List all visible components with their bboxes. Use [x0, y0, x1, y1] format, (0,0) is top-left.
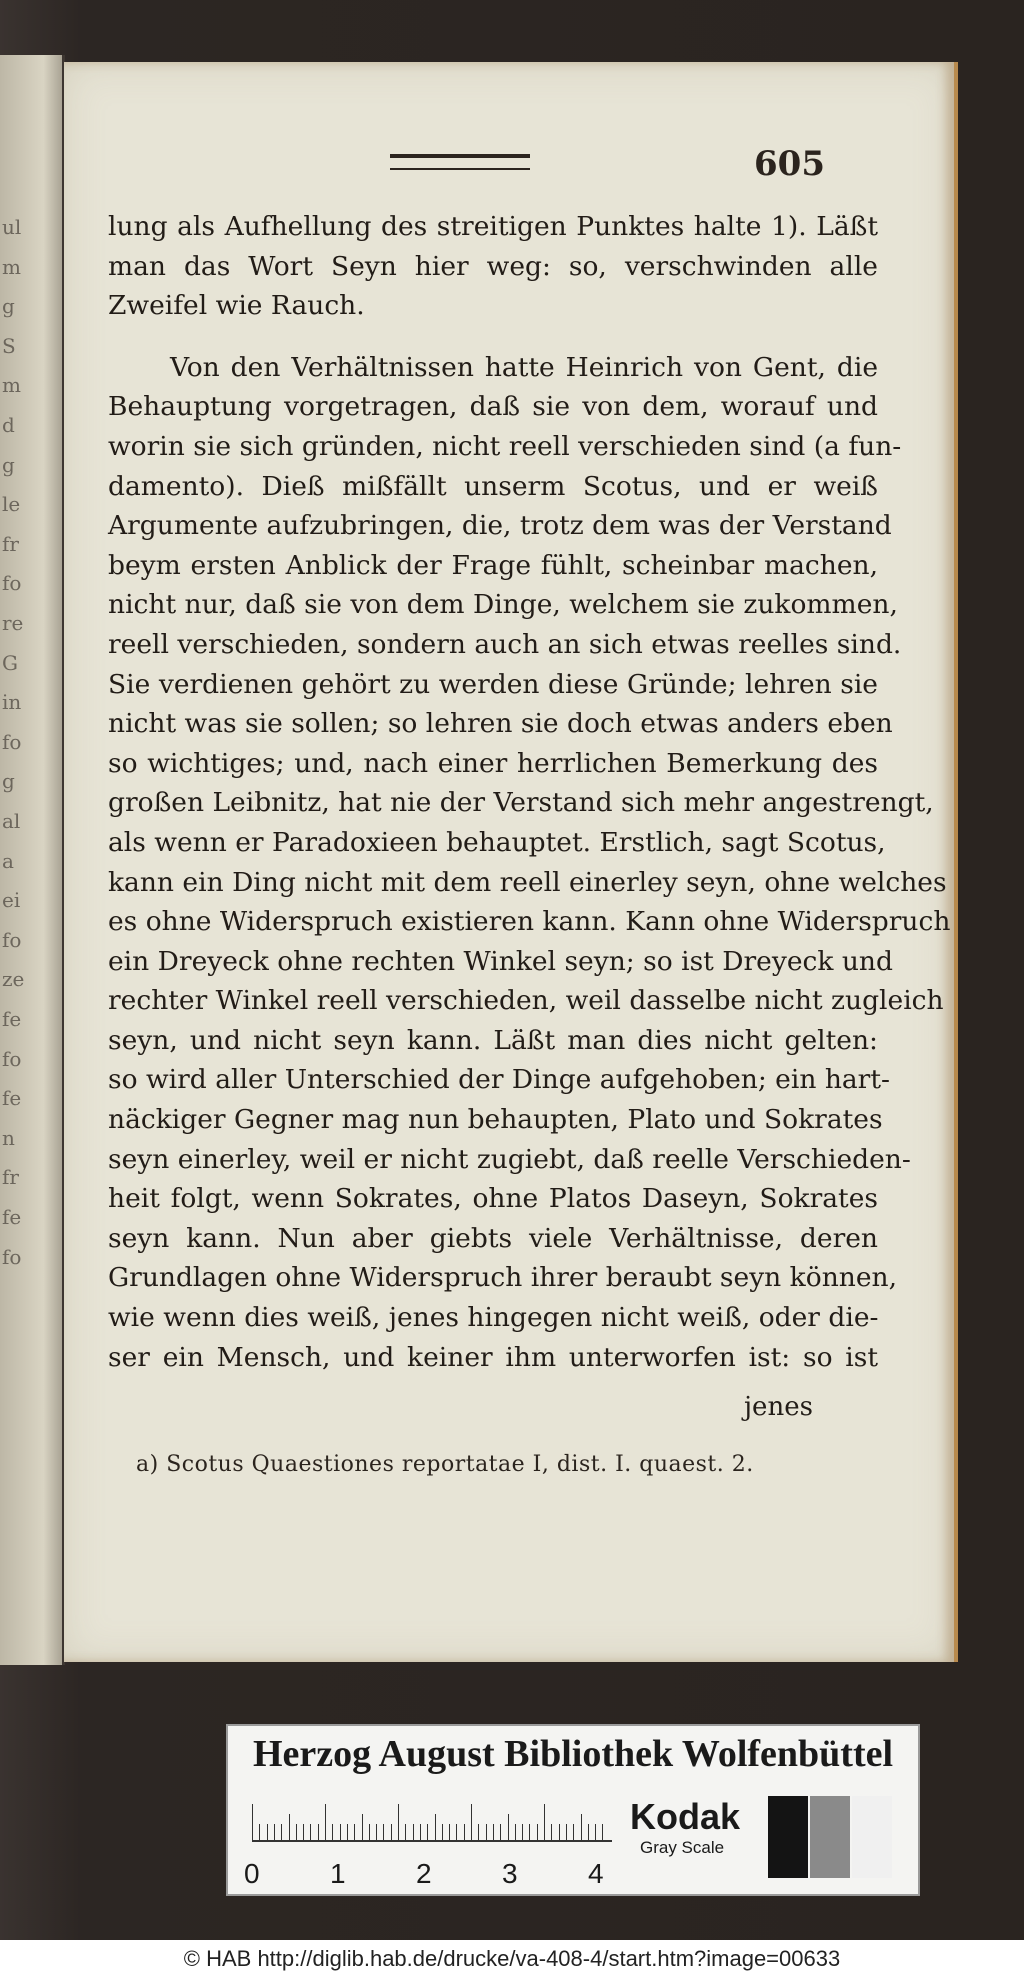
text-line: Grundlagen ohne Widerspruch ihrer beraubt seyn können, — [108, 1262, 897, 1294]
ruler-tick — [325, 1804, 326, 1840]
book-page — [64, 62, 958, 1662]
scale-ruler — [252, 1804, 612, 1842]
ruler-number: 4 — [588, 1858, 604, 1889]
text-line: reell verschieden, sondern auch an sich etwas reelles sind. — [108, 628, 902, 660]
left-page-fragment: fo — [2, 571, 22, 596]
ruler-tick — [559, 1824, 560, 1840]
ruler-number: 1 — [330, 1858, 346, 1889]
text-line: seyn kann. Nun aber giebts viele Verhältnisse, deren — [108, 1222, 878, 1254]
left-page-fragment: g — [2, 452, 15, 477]
text-line: Argumente aufzubringen, die, trotz dem was der Verstand — [108, 510, 892, 542]
body-text — [108, 207, 951, 1377]
ruler-tick — [602, 1824, 603, 1840]
left-page-fragment: d — [2, 413, 15, 437]
footer-bar — [0, 1940, 1024, 1980]
copyright-link[interactable]: © HAB http://diglib.hab.de/drucke/va-408-4/start.htm?image=00633 — [183, 1946, 841, 1971]
ruler-tick — [383, 1824, 384, 1840]
text-line: so wird aller Unterschied der Dinge aufgehoben; ein hart- — [108, 1064, 890, 1096]
ruler-tick — [442, 1824, 443, 1840]
ruler-tick — [544, 1804, 545, 1840]
ruler-tick — [267, 1824, 268, 1840]
text-line: seyn, und nicht seyn kann. Läßt man dies nicht gelten: — [108, 1024, 878, 1056]
ruler-number: 3 — [502, 1858, 518, 1889]
ruler-tick — [413, 1824, 414, 1840]
ruler-tick — [347, 1824, 348, 1840]
left-page-fragment: fe — [2, 1007, 22, 1031]
left-page-fragment: m — [2, 254, 21, 279]
left-page-fragment: g — [2, 294, 15, 319]
text-line: wie wenn dies weiß, jenes hingegen nicht weiß, oder die- — [108, 1302, 879, 1334]
left-page-fragment: fo — [2, 1046, 22, 1071]
ruler-tick — [391, 1824, 392, 1840]
text-line: es ohne Widerspruch existieren kann. Kann ohne Widerspruch — [108, 906, 951, 938]
ruler-number: 0 — [244, 1858, 260, 1889]
left-page-fragment: ze — [2, 967, 25, 992]
ruler-tick — [515, 1824, 516, 1840]
text-line: näckiger Gegner mag nun behaupten, Plato und Sokrates — [108, 1104, 883, 1136]
left-page-fragment: n — [2, 1125, 15, 1150]
left-page-fragment: fo — [2, 729, 22, 754]
ruler-tick — [573, 1824, 574, 1840]
ruler-tick — [464, 1824, 465, 1840]
left-page-fragment: g — [2, 769, 15, 794]
text-line: großen Leibnitz, hat nie der Verstand sich mehr angestrengt, — [108, 787, 934, 819]
ruler-number: 2 — [416, 1858, 432, 1889]
ruler-tick — [537, 1824, 538, 1840]
gray-swatch — [852, 1796, 892, 1878]
catchword: jenes — [744, 1392, 813, 1422]
ruler-tick — [493, 1824, 494, 1840]
left-page-fragment: fr — [2, 531, 19, 556]
ruler-tick — [486, 1824, 487, 1840]
text-line: ein Dreyeck ohne rechten Winkel seyn; so ist Dreyeck und — [108, 945, 893, 977]
ruler-tick — [362, 1814, 363, 1840]
text-line: Sie verdienen gehört zu werden diese Gründe; lehren sie — [108, 668, 878, 700]
ruler-tick — [303, 1824, 304, 1840]
ruler-tick — [508, 1814, 509, 1840]
text-line: rechter Winkel reell verschieden, weil dasselbe nicht zugleich — [108, 985, 944, 1017]
paragraph-gap — [108, 326, 878, 348]
ruler-tick — [259, 1824, 260, 1840]
ruler-tick — [478, 1824, 479, 1840]
ruler-tick — [332, 1824, 333, 1840]
ruler-tick — [471, 1804, 472, 1840]
ruler-tick — [522, 1824, 523, 1840]
ruler-tick — [500, 1824, 501, 1840]
text-line: Zweifel wie Rauch. — [108, 290, 365, 322]
ruler-tick — [281, 1824, 282, 1840]
ruler-tick — [405, 1824, 406, 1840]
left-page-fragment: G — [2, 650, 18, 675]
gray-scale-label: Gray Scale — [640, 1838, 725, 1857]
ruler-tick — [296, 1824, 297, 1840]
ruler-tick — [369, 1824, 370, 1840]
ruler-tick — [529, 1824, 530, 1840]
text-line: nicht nur, daß sie von dem Dinge, welchem sie zukommen, — [108, 589, 898, 621]
ruler-tick — [420, 1824, 421, 1840]
ruler-tick — [435, 1814, 436, 1840]
ruler-tick — [274, 1824, 275, 1840]
left-page-fragment: m — [2, 373, 21, 398]
text-line: so wichtiges; und, nach einer herrlichen Bemerkung des — [108, 747, 878, 779]
left-page-fragment: re — [2, 611, 24, 635]
ruler-tick — [595, 1824, 596, 1840]
left-page-fragment: fo — [2, 1244, 22, 1269]
page-number: 605 — [754, 144, 825, 184]
ruler-tick — [376, 1824, 377, 1840]
left-page-fragment: ei — [2, 888, 21, 913]
color-calibration-card — [226, 1724, 920, 1896]
library-name: Herzog August Bibliothek Wolfenbüttel — [252, 1733, 894, 1775]
left-page-fragment: fr — [2, 1165, 19, 1190]
ruler-tick — [310, 1824, 311, 1840]
left-page-edge — [0, 55, 65, 1665]
left-page-fragment: ul — [2, 215, 22, 239]
kodak-logo: Kodak — [630, 1796, 741, 1837]
gray-swatch — [810, 1796, 850, 1878]
ruler-tick — [449, 1824, 450, 1840]
ruler-tick — [456, 1824, 457, 1840]
left-page-fragment: le — [2, 492, 21, 517]
text-line: Von den Verhältnissen hatte Heinrich von Gent, die — [170, 351, 878, 383]
text-line: als wenn er Paradoxieen behauptet. Erstlich, sagt Scotus, — [108, 826, 886, 858]
text-line: ser ein Mensch, und keiner ihm unterworfen ist: so ist — [108, 1341, 878, 1373]
header-rule — [390, 154, 530, 170]
left-page-fragment: fo — [2, 927, 22, 952]
left-page-fragment: a — [2, 848, 14, 873]
text-line: man das Wort Seyn hier weg: so, verschwinden alle — [108, 250, 878, 282]
text-line: damento). Dieß mißfällt unserm Scotus, und er weiß — [108, 470, 878, 502]
left-page-fragment: fe — [2, 1205, 22, 1229]
gray-swatch — [768, 1796, 808, 1878]
text-line: nicht was sie sollen; so lehren sie doch etwas anders eben — [108, 708, 893, 740]
text-line: beym ersten Anblick der Frage fühlt, scheinbar machen, — [108, 549, 878, 581]
ruler-tick — [354, 1824, 355, 1840]
text-line: Behauptung vorgetragen, daß sie von dem, worauf und — [108, 391, 878, 423]
left-page-fragment: al — [2, 809, 21, 833]
ruler-tick — [566, 1824, 567, 1840]
left-page-fragment: S — [2, 333, 16, 358]
ruler-tick — [318, 1824, 319, 1840]
ruler-tick — [340, 1824, 341, 1840]
text-line: kann ein Ding nicht mit dem reell einerley seyn, ohne welches — [108, 866, 947, 898]
text-line: worin sie sich gründen, nicht reell verschieden sind (a fun- — [108, 430, 902, 462]
ruler-tick — [588, 1824, 589, 1840]
text-line: lung als Aufhellung des streitigen Punktes halte 1). Läßt — [108, 211, 878, 242]
left-page-fragment: fe — [2, 1086, 22, 1111]
ruler-tick — [427, 1824, 428, 1840]
ruler-tick — [398, 1804, 399, 1840]
ruler-tick — [581, 1814, 582, 1840]
ruler-tick — [289, 1814, 290, 1840]
left-page-fragment: in — [2, 690, 22, 715]
text-line: seyn einerley, weil er nicht zugiebt, daß reelle Verschieden- — [108, 1143, 911, 1175]
text-line: heit folgt, wenn Sokrates, ohne Platos Daseyn, Sokrates — [108, 1183, 878, 1215]
ruler-tick — [551, 1824, 552, 1840]
ruler-tick — [252, 1804, 253, 1840]
footnote: a) Scotus Quaestiones reportatae I, dist. I. quaest. 2. — [136, 1452, 754, 1477]
